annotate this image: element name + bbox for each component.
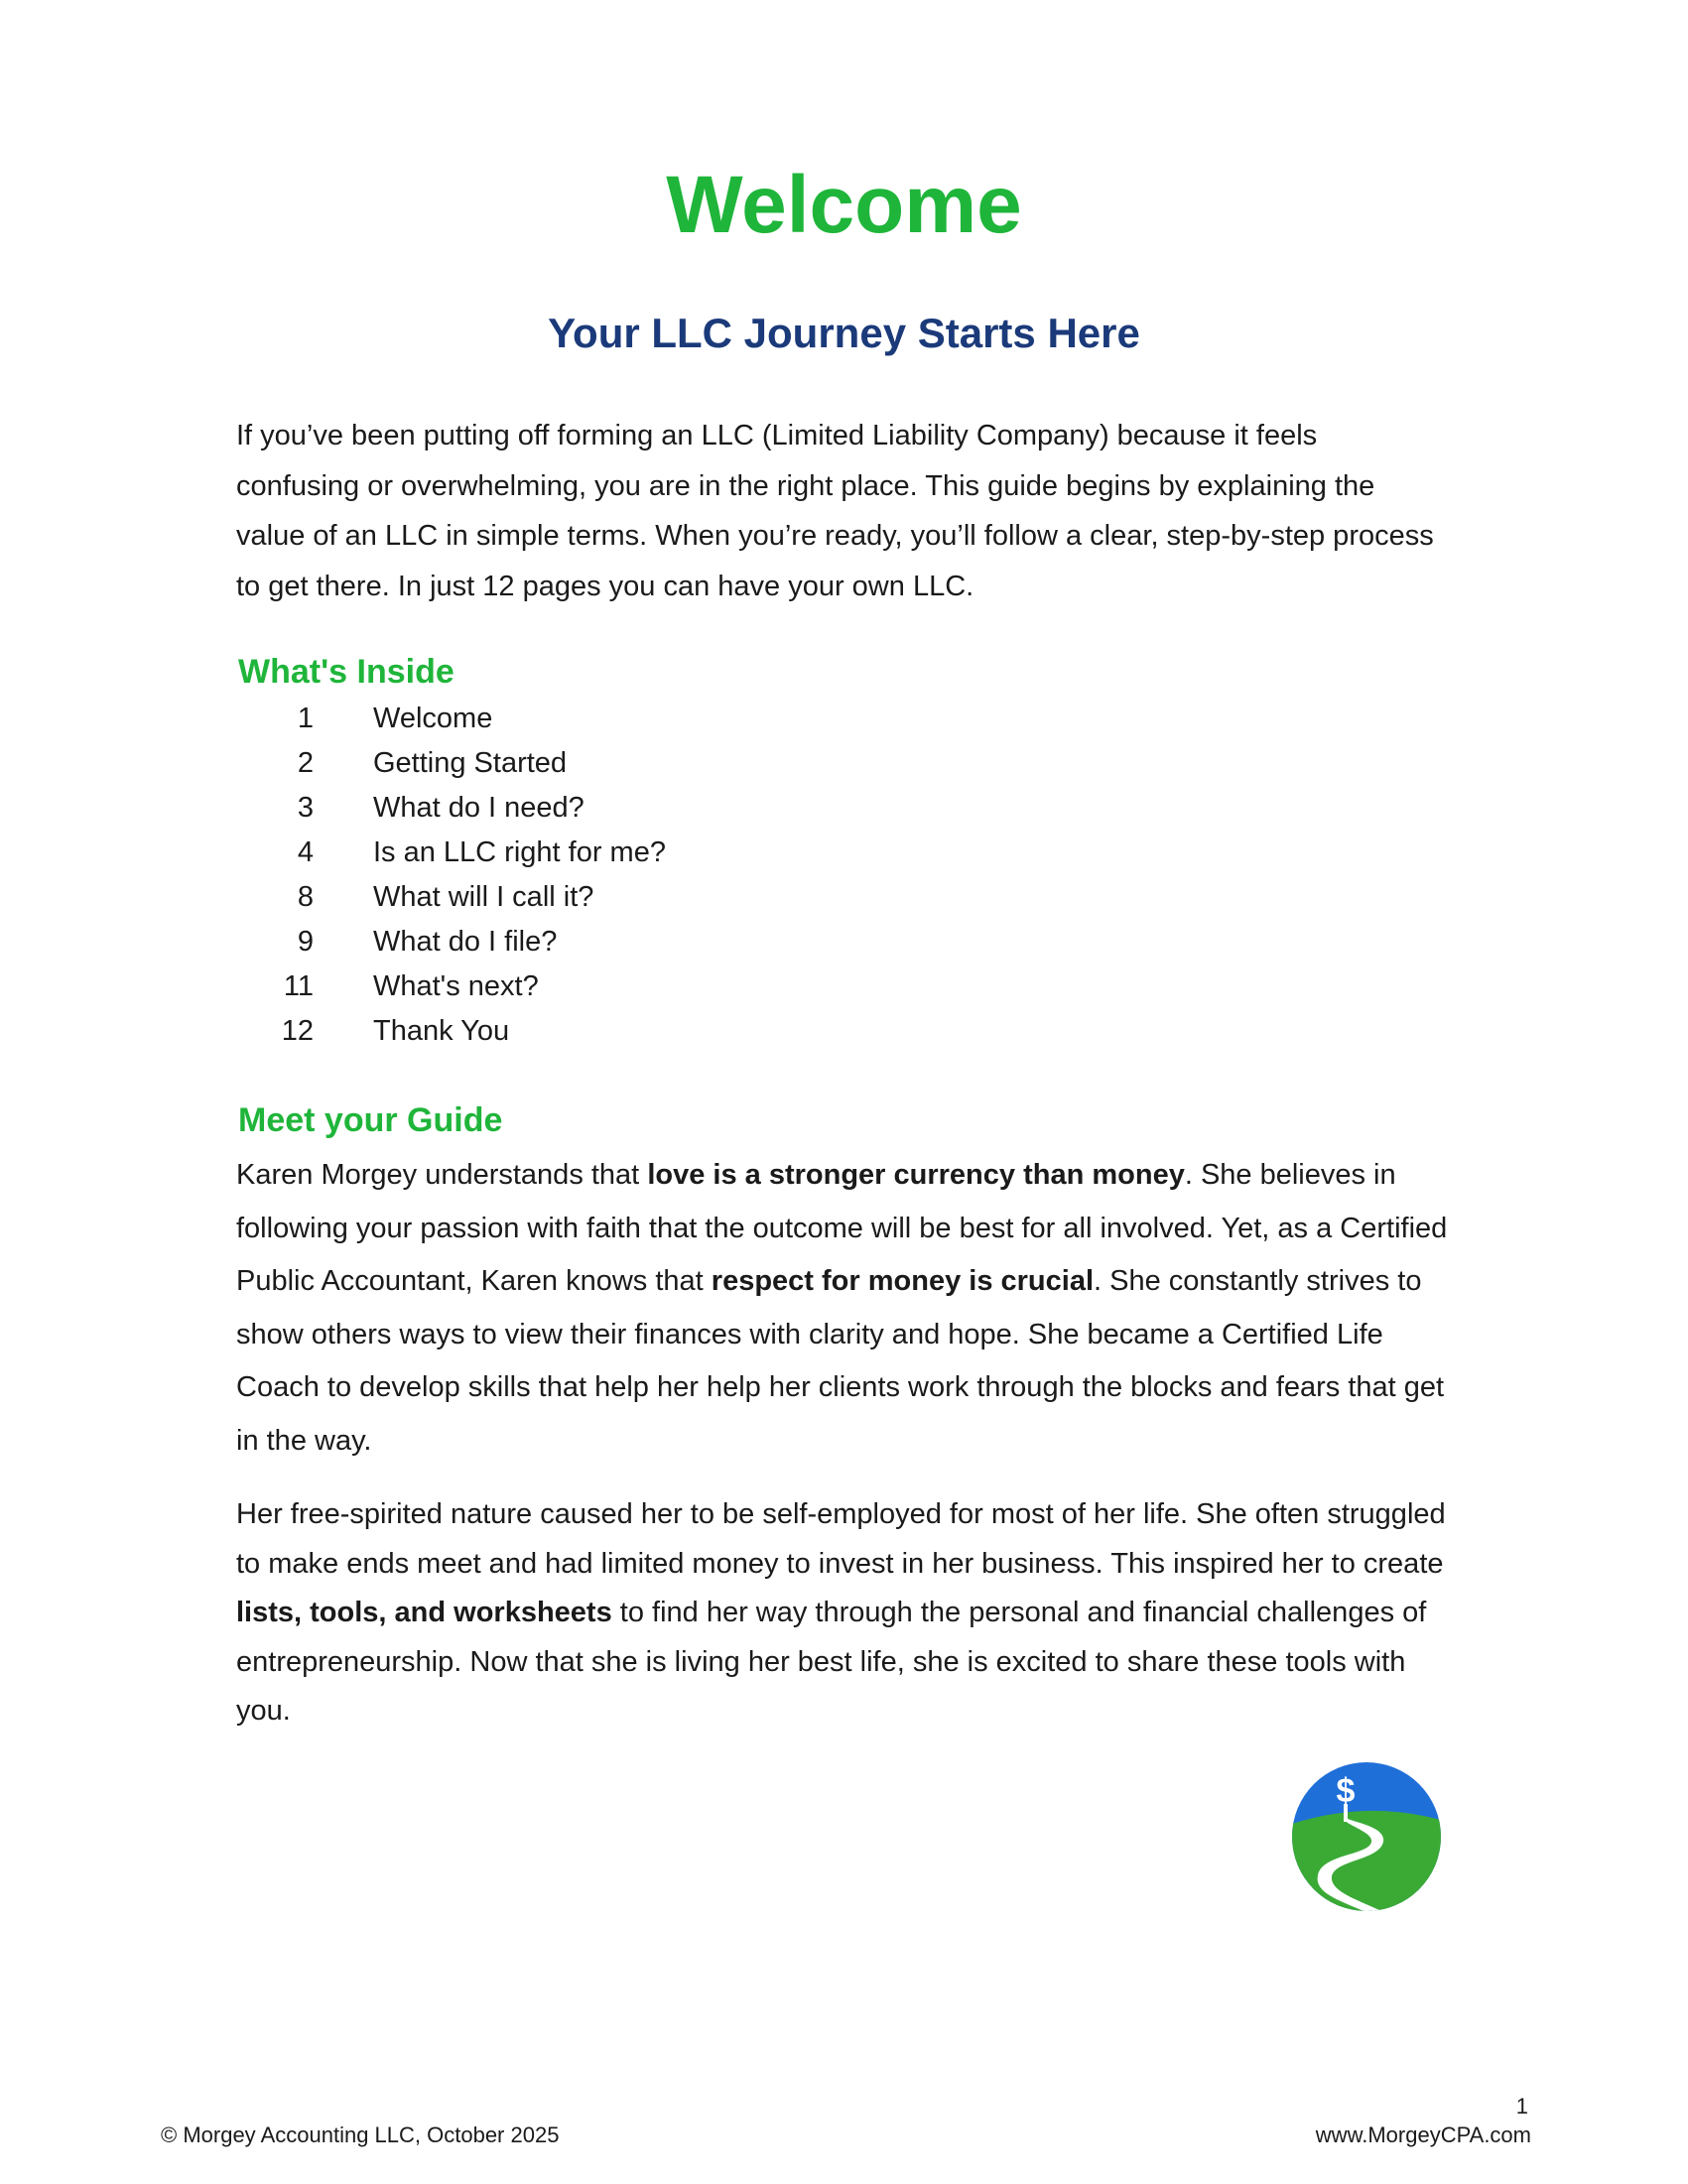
toc-item: [236, 875, 931, 920]
guide-text: . She constantly strives to show others ways to view their finances with clarity and hope. She became a Certified Life Coach to develop skills that help her help her clients work through the blocks and fears that get in the way.: [236, 1265, 1445, 1457]
guide-paragraph-2: [236, 1490, 1467, 1736]
footer-website: www.MorgeyCPA.com: [1315, 2122, 1531, 2147]
toc-item: [236, 920, 931, 964]
page-subtitle: Your LLC Journey Starts Here: [548, 310, 1140, 356]
toc-page-number: 11: [283, 970, 314, 1002]
dollar-sign: $: [1336, 1772, 1356, 1810]
toc-item-label: What do I file?: [373, 926, 558, 958]
toc-page-number: 8: [297, 881, 314, 913]
toc-item-label: What do I need?: [373, 792, 584, 824]
toc-item: [236, 697, 931, 741]
page-title: Welcome: [666, 160, 1022, 250]
guide-text: Karen Morgey understands that: [236, 1159, 648, 1191]
toc-item-label: Welcome: [373, 703, 493, 734]
toc-item-label: Getting Started: [373, 747, 568, 779]
toc-page-number: 2: [297, 747, 314, 779]
toc-item-label: Is an LLC right for me?: [373, 836, 666, 868]
toc-item-label: What's next?: [373, 970, 539, 1002]
company-logo-icon: [1292, 1762, 1441, 1911]
meet-guide-heading: Meet your Guide: [238, 1101, 503, 1139]
toc-page-number: 4: [297, 836, 314, 868]
toc-item: [236, 1009, 931, 1054]
guide-bold-text: love is a stronger currency than money: [647, 1159, 1185, 1191]
guide-text: Her free-spirited nature caused her to be self-employed for most of her life. She often struggled to make ends meet and had limited money to invest in her business. This inspired her to create: [236, 1498, 1446, 1580]
toc-page-number: 3: [297, 792, 314, 824]
toc-item: [236, 741, 931, 786]
footer-copyright: © Morgey Accounting LLC, October 2025: [161, 2122, 560, 2147]
toc-item-label: Thank You: [373, 1015, 510, 1047]
guide-text: to find her way through the personal and financial challenges of entrepreneurship. Now that she is living her best life, she is excited to share these tools with you.: [236, 1597, 1427, 1727]
toc-page-number: 9: [297, 926, 314, 958]
guide-paragraph-1: [236, 1149, 1467, 1468]
intro-paragraph: If you’ve been putting off forming an LLC (Limited Liability Company) because it feels confusing or overwhelming, you are in the right place. This guide begins by explaining the value of an LLC in simple terms. When you’re ready, you’ll follow a clear, step-by-step process to get there. In just 12 pages you can have your own LLC.: [236, 420, 1434, 602]
page-number: 1: [1515, 2094, 1528, 2119]
guide-text: . She believes in following your passion with faith that the outcome will be best for all involved. Yet, as a Certified Public Accountant, Karen knows that: [236, 1159, 1448, 1297]
guide-bold-text: respect for money is crucial: [711, 1265, 1095, 1297]
toc-item-label: What will I call it?: [373, 881, 594, 913]
table-of-contents: [236, 697, 931, 1054]
toc-item: [236, 831, 931, 875]
toc-item: [236, 964, 931, 1009]
whats-inside-heading: What's Inside: [238, 653, 454, 691]
toc-item: [236, 786, 931, 831]
guide-bold-text: lists, tools, and worksheets: [236, 1597, 612, 1628]
toc-page-number: 12: [281, 1015, 314, 1047]
toc-page-number: 1: [297, 703, 314, 734]
